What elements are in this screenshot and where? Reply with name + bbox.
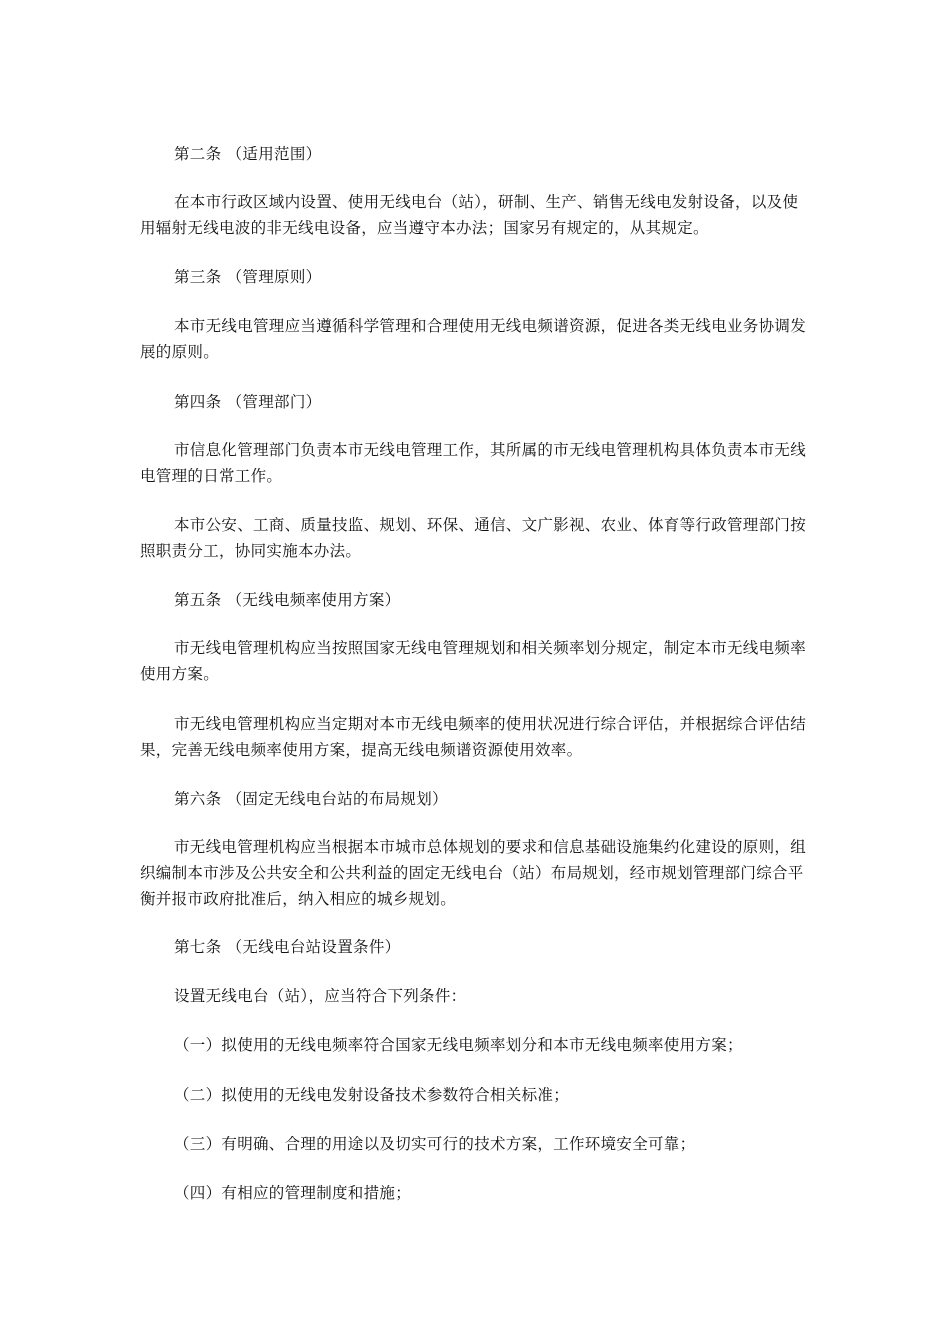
- article-2-heading: 第二条 （适用范围）: [174, 145, 322, 163]
- article-4-heading: 第四条 （管理部门）: [174, 393, 322, 411]
- article-4-paragraph-1: 市信息化管理部门负责本市无线电管理工作，其所属的市无线电管理机构具体负责本市无线电管理的日常工作。: [140, 441, 807, 485]
- article-6-heading: 第六条 （固定无线电台站的布局规划）: [174, 790, 448, 808]
- article-7-intro: 设置无线电台（站），应当符合下列条件：: [174, 987, 467, 1005]
- article-6-paragraph: 市无线电管理机构应当根据本市城市总体规划的要求和信息基础设施集约化建设的原则，组织编制本市涉及公共安全和公共利益的固定无线电台（站）布局规划，经市规划管理部门综合平衡并报市政府批准后，纳入相应的城乡规划。: [140, 838, 807, 908]
- article-3-heading: 第三条 （管理原则）: [174, 268, 322, 286]
- article-4-paragraph-2: 本市公安、工商、质量技监、规划、环保、通信、文广影视、农业、体育等行政管理部门按照职责分工，协同实施本办法。: [140, 516, 807, 560]
- article-5-paragraph-2: 市无线电管理机构应当定期对本市无线电频率的使用状况进行综合评估，并根据综合评估结果，完善无线电频率使用方案，提高无线电频谱资源使用效率。: [140, 715, 807, 759]
- article-7-condition-2: （二）拟使用的无线电发射设备技术参数符合相关标准；: [174, 1086, 570, 1104]
- article-7-condition-3: （三）有明确、合理的用途以及切实可行的技术方案，工作环境安全可靠；: [174, 1135, 696, 1153]
- article-7-heading: 第七条 （无线电台站设置条件）: [174, 938, 401, 956]
- article-7-condition-4: （四）有相应的管理制度和措施；: [174, 1184, 412, 1202]
- article-5-paragraph-1: 市无线电管理机构应当按照国家无线电管理规划和相关频率划分规定，制定本市无线电频率使用方案。: [140, 639, 807, 683]
- article-5-heading: 第五条 （无线电频率使用方案）: [174, 591, 401, 609]
- article-7-condition-1: （一）拟使用的无线电频率符合国家无线电频率划分和本市无线电频率使用方案；: [174, 1036, 743, 1054]
- article-3-paragraph: 本市无线电管理应当遵循科学管理和合理使用无线电频谱资源，促进各类无线电业务协调发展的原则。: [140, 317, 807, 361]
- article-2-paragraph: 在本市行政区域内设置、使用无线电台（站），研制、生产、销售无线电发射设备，以及使用辐射无线电波的非无线电设备，应当遵守本办法；国家另有规定的，从其规定。: [140, 193, 799, 237]
